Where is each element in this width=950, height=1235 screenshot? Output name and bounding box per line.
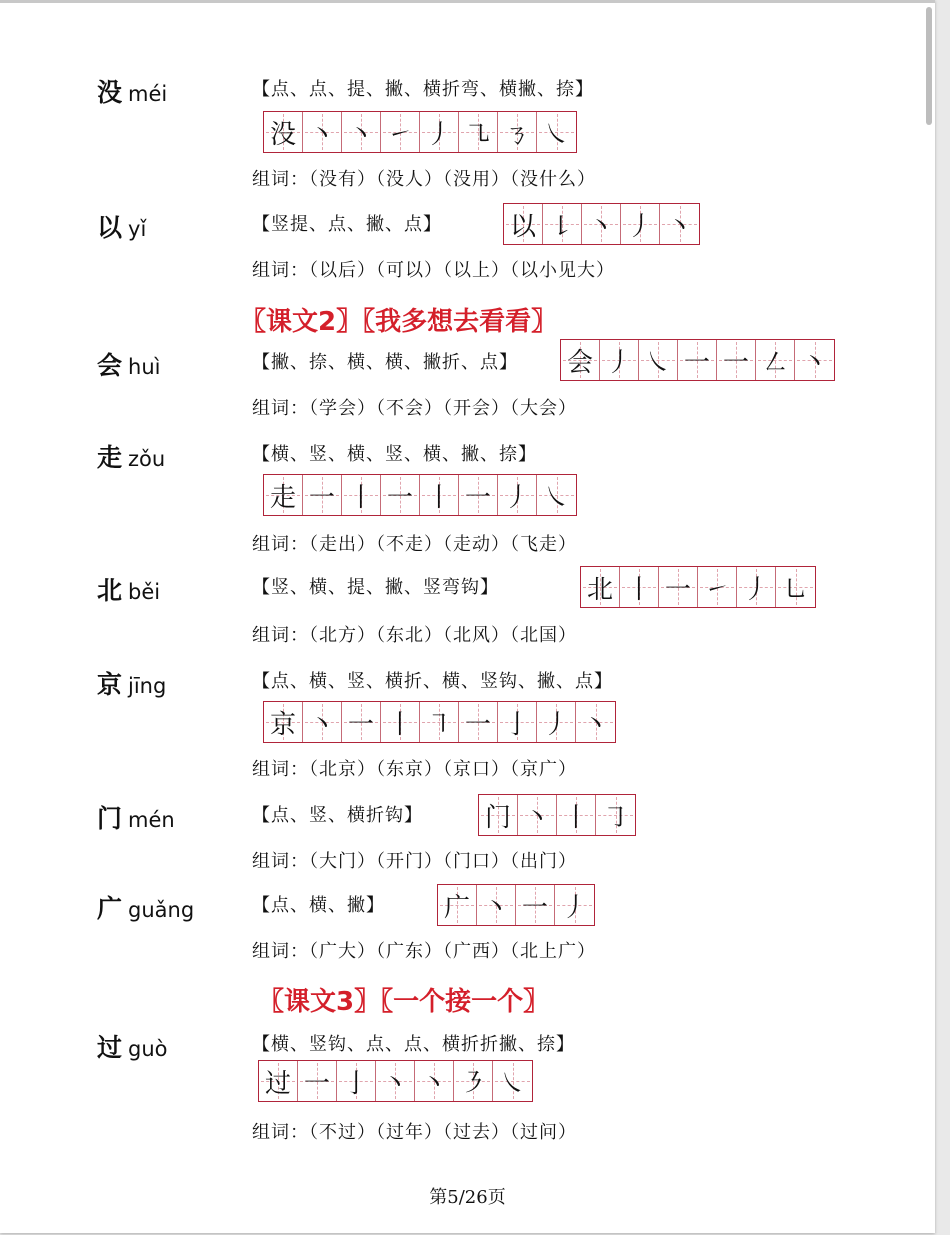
stroke-order-text: 【点、横、撇】 xyxy=(252,895,385,916)
stroke-glyph: 丨 xyxy=(347,482,374,513)
stroke-glyph: 一 xyxy=(521,892,548,923)
stroke-glyph: 一 xyxy=(464,482,491,513)
character: 京 xyxy=(97,670,123,699)
char-heading xyxy=(97,208,146,244)
character: 以 xyxy=(97,213,123,242)
character: 过 xyxy=(97,1033,123,1062)
stroke-grid-cell xyxy=(337,1061,376,1101)
stroke-glyph: 走 xyxy=(269,482,296,513)
stroke-grid-cell xyxy=(459,112,498,152)
pinyin: jīng xyxy=(128,674,167,698)
stroke-glyph: 丶 xyxy=(482,892,509,923)
stroke-grid-cell xyxy=(264,702,303,742)
char-heading xyxy=(97,1028,168,1064)
stroke-grid-cell xyxy=(420,112,459,152)
stroke-grid-cell xyxy=(376,1061,415,1101)
stroke-glyph: 一 xyxy=(664,574,691,605)
character: 北 xyxy=(97,576,123,605)
stroke-grid xyxy=(437,884,595,926)
stroke-grid-cell xyxy=(459,475,498,515)
stroke-grid-cell xyxy=(438,885,477,925)
stroke-grid-cell xyxy=(576,702,615,742)
stroke-grid xyxy=(258,1060,533,1102)
char-heading xyxy=(97,73,167,109)
stroke-order-text: 【竖、横、提、撇、竖弯钩】 xyxy=(252,577,499,598)
stroke-grid-cell xyxy=(717,340,756,380)
stroke-grid-cell xyxy=(581,567,620,607)
stroke-glyph: ㇋ xyxy=(459,1068,486,1099)
stroke-grid-cell xyxy=(600,340,639,380)
stroke-grid-cell xyxy=(303,475,342,515)
pinyin: běi xyxy=(128,580,161,604)
stroke-glyph: ㇟ xyxy=(782,574,809,605)
stroke-grid-cell xyxy=(420,475,459,515)
stroke-glyph: 一 xyxy=(308,482,335,513)
stroke-grid-cell xyxy=(596,795,635,835)
stroke-glyph: 丶 xyxy=(582,709,609,740)
stroke-glyph: 以 xyxy=(509,211,536,242)
char-heading xyxy=(97,438,165,474)
stroke-glyph: ㇏ xyxy=(543,119,570,150)
character: 没 xyxy=(97,78,123,107)
lesson-section-title: 〖课文2〗〖我多想去看看〗 xyxy=(240,307,558,337)
stroke-grid-cell xyxy=(537,475,576,515)
stroke-grid-cell xyxy=(303,112,342,152)
char-heading xyxy=(97,665,166,701)
pinyin: guò xyxy=(128,1037,168,1061)
char-heading xyxy=(97,346,160,382)
stroke-grid xyxy=(503,203,700,245)
stroke-grid xyxy=(263,474,577,516)
stroke-grid-cell xyxy=(264,112,303,152)
stroke-grid-cell xyxy=(504,204,543,244)
stroke-grid-cell xyxy=(795,340,834,380)
stroke-grid-cell xyxy=(561,340,600,380)
stroke-glyph: ㇀ xyxy=(386,119,413,150)
stroke-grid-cell xyxy=(756,340,795,380)
pinyin: méi xyxy=(128,82,168,106)
stroke-grid-cell xyxy=(342,702,381,742)
stroke-glyph: 亅 xyxy=(503,709,530,740)
stroke-grid-cell xyxy=(342,475,381,515)
stroke-glyph: ㇀ xyxy=(703,574,730,605)
stroke-grid-cell xyxy=(660,204,699,244)
char-heading xyxy=(97,889,194,925)
stroke-glyph: 没 xyxy=(269,119,296,150)
stroke-grid-cell xyxy=(264,475,303,515)
stroke-order-text: 【竖提、点、撇、点】 xyxy=(252,214,442,235)
stroke-glyph: 门 xyxy=(484,802,511,833)
stroke-glyph: 丿 xyxy=(561,892,588,923)
stroke-grid-cell xyxy=(582,204,621,244)
stroke-grid xyxy=(560,339,835,381)
stroke-glyph: 会 xyxy=(566,347,593,378)
stroke-grid-cell xyxy=(555,885,594,925)
stroke-grid-cell xyxy=(498,702,537,742)
stroke-glyph: ㇏ xyxy=(499,1068,526,1099)
word-examples: 组词：（学会）（不会）（开会）（大会） xyxy=(252,398,577,419)
scrollbar[interactable] xyxy=(926,7,932,125)
stroke-grid-cell xyxy=(381,702,420,742)
stroke-grid-cell xyxy=(678,340,717,380)
char-heading xyxy=(97,799,175,835)
stroke-glyph: ㇏ xyxy=(543,482,570,513)
stroke-glyph: ㇆ xyxy=(602,802,629,833)
stroke-grid-cell xyxy=(381,475,420,515)
stroke-grid-cell xyxy=(737,567,776,607)
stroke-glyph: 一 xyxy=(386,482,413,513)
stroke-grid-cell xyxy=(454,1061,493,1101)
stroke-glyph: 丿 xyxy=(542,709,569,740)
stroke-grid-cell xyxy=(493,1061,532,1101)
stroke-glyph: 一 xyxy=(303,1068,330,1099)
stroke-grid xyxy=(580,566,816,608)
stroke-glyph: 丶 xyxy=(308,709,335,740)
stroke-grid-cell xyxy=(459,702,498,742)
word-examples: 组词：（走出）（不走）（走动）（飞走） xyxy=(252,534,577,555)
lesson-section-title: 〖课文3〗〖一个接一个〗 xyxy=(258,987,550,1017)
stroke-grid-cell xyxy=(698,567,737,607)
stroke-glyph: 丨 xyxy=(625,574,652,605)
word-examples: 组词：（广大）（广东）（广西）（北上广） xyxy=(252,941,596,962)
pinyin: guǎng xyxy=(128,898,195,922)
stroke-order-text: 【点、竖、横折钩】 xyxy=(252,805,423,826)
word-examples: 组词：（北方）（东北）（北风）（北国） xyxy=(252,625,577,646)
stroke-grid-cell xyxy=(298,1061,337,1101)
stroke-grid-cell xyxy=(639,340,678,380)
pinyin: huì xyxy=(128,355,161,379)
character: 会 xyxy=(97,351,123,380)
stroke-glyph: 广 xyxy=(443,892,470,923)
stroke-order-text: 【点、横、竖、横折、横、竖钩、撇、点】 xyxy=(252,671,613,692)
stroke-grid-cell xyxy=(303,702,342,742)
stroke-grid xyxy=(263,111,577,153)
stroke-glyph: 一 xyxy=(722,347,749,378)
stroke-grid-cell xyxy=(776,567,815,607)
stroke-grid-cell xyxy=(516,885,555,925)
stroke-grid-cell xyxy=(415,1061,454,1101)
stroke-glyph: 亅 xyxy=(342,1068,369,1099)
stroke-glyph: 丿 xyxy=(742,574,769,605)
stroke-grid-cell xyxy=(498,475,537,515)
word-examples: 组词：（大门）（开门）（门口）（出门） xyxy=(252,851,577,872)
character: 广 xyxy=(97,894,123,923)
stroke-grid-cell xyxy=(479,795,518,835)
stroke-glyph: 丶 xyxy=(381,1068,408,1099)
stroke-glyph: ㇜ xyxy=(761,347,788,378)
stroke-grid-cell xyxy=(659,567,698,607)
stroke-grid-cell xyxy=(420,702,459,742)
pinyin: zǒu xyxy=(128,447,166,471)
stroke-glyph: 丨 xyxy=(386,709,413,740)
stroke-grid-cell xyxy=(342,112,381,152)
stroke-grid xyxy=(263,701,616,743)
stroke-glyph: 京 xyxy=(269,709,296,740)
stroke-glyph: 一 xyxy=(464,709,491,740)
stroke-grid-cell xyxy=(518,795,557,835)
stroke-grid-cell xyxy=(537,702,576,742)
stroke-grid-cell xyxy=(543,204,582,244)
stroke-glyph: 丶 xyxy=(308,119,335,150)
word-examples: 组词：（没有）（没人）（没用）（没什么） xyxy=(252,169,596,190)
stroke-glyph: 一 xyxy=(683,347,710,378)
stroke-glyph: 丨 xyxy=(425,482,452,513)
stroke-grid-cell xyxy=(557,795,596,835)
stroke-grid-cell xyxy=(621,204,660,244)
stroke-grid xyxy=(478,794,636,836)
stroke-glyph: 北 xyxy=(586,574,613,605)
pinyin: yǐ xyxy=(128,217,147,241)
stroke-grid-cell xyxy=(259,1061,298,1101)
pinyin: mén xyxy=(128,808,175,832)
stroke-glyph: 丿 xyxy=(626,211,653,242)
stroke-glyph: 丶 xyxy=(666,211,693,242)
char-heading xyxy=(97,571,160,607)
stroke-glyph: 一 xyxy=(347,709,374,740)
stroke-glyph: 丿 xyxy=(503,482,530,513)
stroke-glyph: 丶 xyxy=(523,802,550,833)
stroke-glyph: 丿 xyxy=(605,347,632,378)
stroke-order-text: 【横、竖、横、竖、横、撇、捺】 xyxy=(252,444,537,465)
stroke-grid-cell xyxy=(620,567,659,607)
stroke-glyph: 丨 xyxy=(562,802,589,833)
word-examples: 组词：（以后）（可以）（以上）（以小见大） xyxy=(252,260,615,281)
stroke-glyph: ㄋ xyxy=(503,119,530,150)
stroke-order-text: 【撇、捺、横、横、撇折、点】 xyxy=(252,352,518,373)
stroke-grid-cell xyxy=(537,112,576,152)
stroke-grid-cell xyxy=(381,112,420,152)
stroke-glyph: 丶 xyxy=(587,211,614,242)
stroke-glyph: ㇏ xyxy=(644,347,671,378)
character: 门 xyxy=(97,804,123,833)
stroke-order-text: 【横、竖钩、点、点、横折折撇、捺】 xyxy=(252,1034,575,1055)
stroke-order-text: 【点、点、提、撇、横折弯、横撇、捺】 xyxy=(252,79,594,100)
stroke-glyph: 丿 xyxy=(425,119,452,150)
page-number: 第5/26页 xyxy=(429,1187,506,1208)
stroke-glyph: 丶 xyxy=(420,1068,447,1099)
stroke-glyph: ㇕ xyxy=(425,709,452,740)
word-examples: 组词：（北京）（东京）（京口）（京广） xyxy=(252,759,577,780)
word-examples: 组词：（不过）（过年）（过去）（过问） xyxy=(252,1122,577,1143)
stroke-grid-cell xyxy=(477,885,516,925)
stroke-glyph: 丶 xyxy=(801,347,828,378)
character: 走 xyxy=(97,443,123,472)
stroke-glyph: 丶 xyxy=(347,119,374,150)
stroke-grid-cell xyxy=(498,112,537,152)
stroke-glyph: 过 xyxy=(264,1068,291,1099)
stroke-glyph: ㇙ xyxy=(548,211,575,242)
stroke-glyph: ㇈ xyxy=(464,119,491,150)
